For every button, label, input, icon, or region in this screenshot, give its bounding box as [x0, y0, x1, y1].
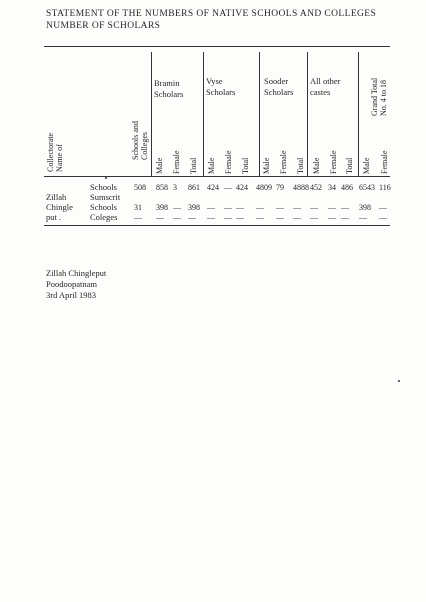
table-cell: — [207, 203, 215, 212]
table-cell: — [224, 183, 232, 192]
institution-types: Schools Sumscrit Schools Coleges [90, 182, 121, 222]
table-cell: 116 [379, 183, 391, 192]
table-cell: 424 [207, 183, 219, 192]
header-collectorate: Collectorate Name of [46, 132, 64, 172]
table-cell: — [310, 203, 318, 212]
table-cell: — [134, 213, 142, 222]
header-schools-and-colleges: Schools and Colleges [131, 121, 149, 160]
table-cell: — [379, 213, 387, 222]
table-cell: — [310, 213, 318, 222]
group-separator [151, 52, 152, 176]
table-cell: 858 [156, 183, 168, 192]
group-separator [259, 52, 260, 176]
table-cell: 34 [328, 183, 336, 192]
table-cell: 398 [359, 203, 371, 212]
header-male: Male [362, 157, 371, 174]
header-female: Female [380, 150, 389, 174]
table-cell: 486 [341, 183, 353, 192]
table-cell: — [236, 213, 244, 222]
header-female: Female [172, 150, 181, 174]
group-vyse: Vyse Scholars [206, 76, 236, 97]
table-cell: 452 [310, 183, 322, 192]
group-other-castes: All other castes [310, 76, 341, 97]
group-bramin: Bramin Scholars [154, 78, 184, 99]
group-separator [307, 52, 308, 176]
header-total: Total [345, 157, 354, 174]
table-cell: — [276, 213, 284, 222]
group-separator [358, 52, 359, 176]
table-cell: 398 [156, 203, 168, 212]
ink-mark [105, 177, 107, 179]
table-cell: — [173, 203, 181, 212]
table-cell: 861 [188, 183, 200, 192]
table-cell: 4809 [256, 183, 272, 192]
header-total: Total [296, 157, 305, 174]
table-cell: — [256, 203, 264, 212]
header-female: Female [329, 150, 338, 174]
table-bottom-rule [44, 225, 390, 226]
header-male: Male [312, 157, 321, 174]
district-name: Zillah Chingle put . [46, 192, 73, 222]
table-cell: — [173, 213, 181, 222]
table-cell: — [236, 203, 244, 212]
header-male: Male [155, 157, 164, 174]
group-separator [203, 52, 204, 176]
table-cell: — [207, 213, 215, 222]
document-title [46, 8, 376, 32]
table-cell: — [224, 213, 232, 222]
ink-mark [398, 380, 400, 382]
table-cell: — [328, 213, 336, 222]
footer-town: Poodoopatnam [46, 279, 97, 289]
header-bottom-rule [44, 176, 390, 177]
table-cell: — [224, 203, 232, 212]
table-cell: — [156, 213, 164, 222]
table-cell: 398 [188, 203, 200, 212]
table-cell: 424 [236, 183, 248, 192]
table-cell: 79 [276, 183, 284, 192]
table-cell: 3 [173, 183, 177, 192]
title-line-1: STATEMENT OF THE NUMBERS OF NATIVE SCHOOLS AND COLLEGES [46, 9, 377, 19]
table-cell: — [293, 203, 301, 212]
table-cell: 31 [134, 203, 142, 212]
header-total: Total [241, 157, 250, 174]
table-cell: — [379, 203, 387, 212]
table-cell: — [256, 213, 264, 222]
table-cell: 4888 [293, 183, 309, 192]
footer-place: Zillah Chingleput [46, 268, 107, 278]
header-male: Male [207, 157, 216, 174]
table-cell: — [276, 203, 284, 212]
table-top-rule [44, 46, 390, 47]
header-female: Female [224, 150, 233, 174]
table-cell: — [341, 213, 349, 222]
table-cell: — [328, 203, 336, 212]
table-cell: — [188, 213, 196, 222]
table-cell: 6543 [359, 183, 375, 192]
table-cell: 508 [134, 183, 146, 192]
title-line-2: NUMBER OF SCHOLARS [46, 21, 161, 31]
table-cell: — [359, 213, 367, 222]
header-female: Female [279, 150, 288, 174]
group-sooder: Sooder Scholars [264, 76, 294, 97]
table-cell: — [341, 203, 349, 212]
header-total: Total [189, 157, 198, 174]
header-male: Male [262, 157, 271, 174]
table-cell: — [293, 213, 301, 222]
header-grand-total: Grand Total No. 4 to 18 [370, 77, 388, 116]
footer-date: 3rd April 1983 [46, 290, 97, 300]
